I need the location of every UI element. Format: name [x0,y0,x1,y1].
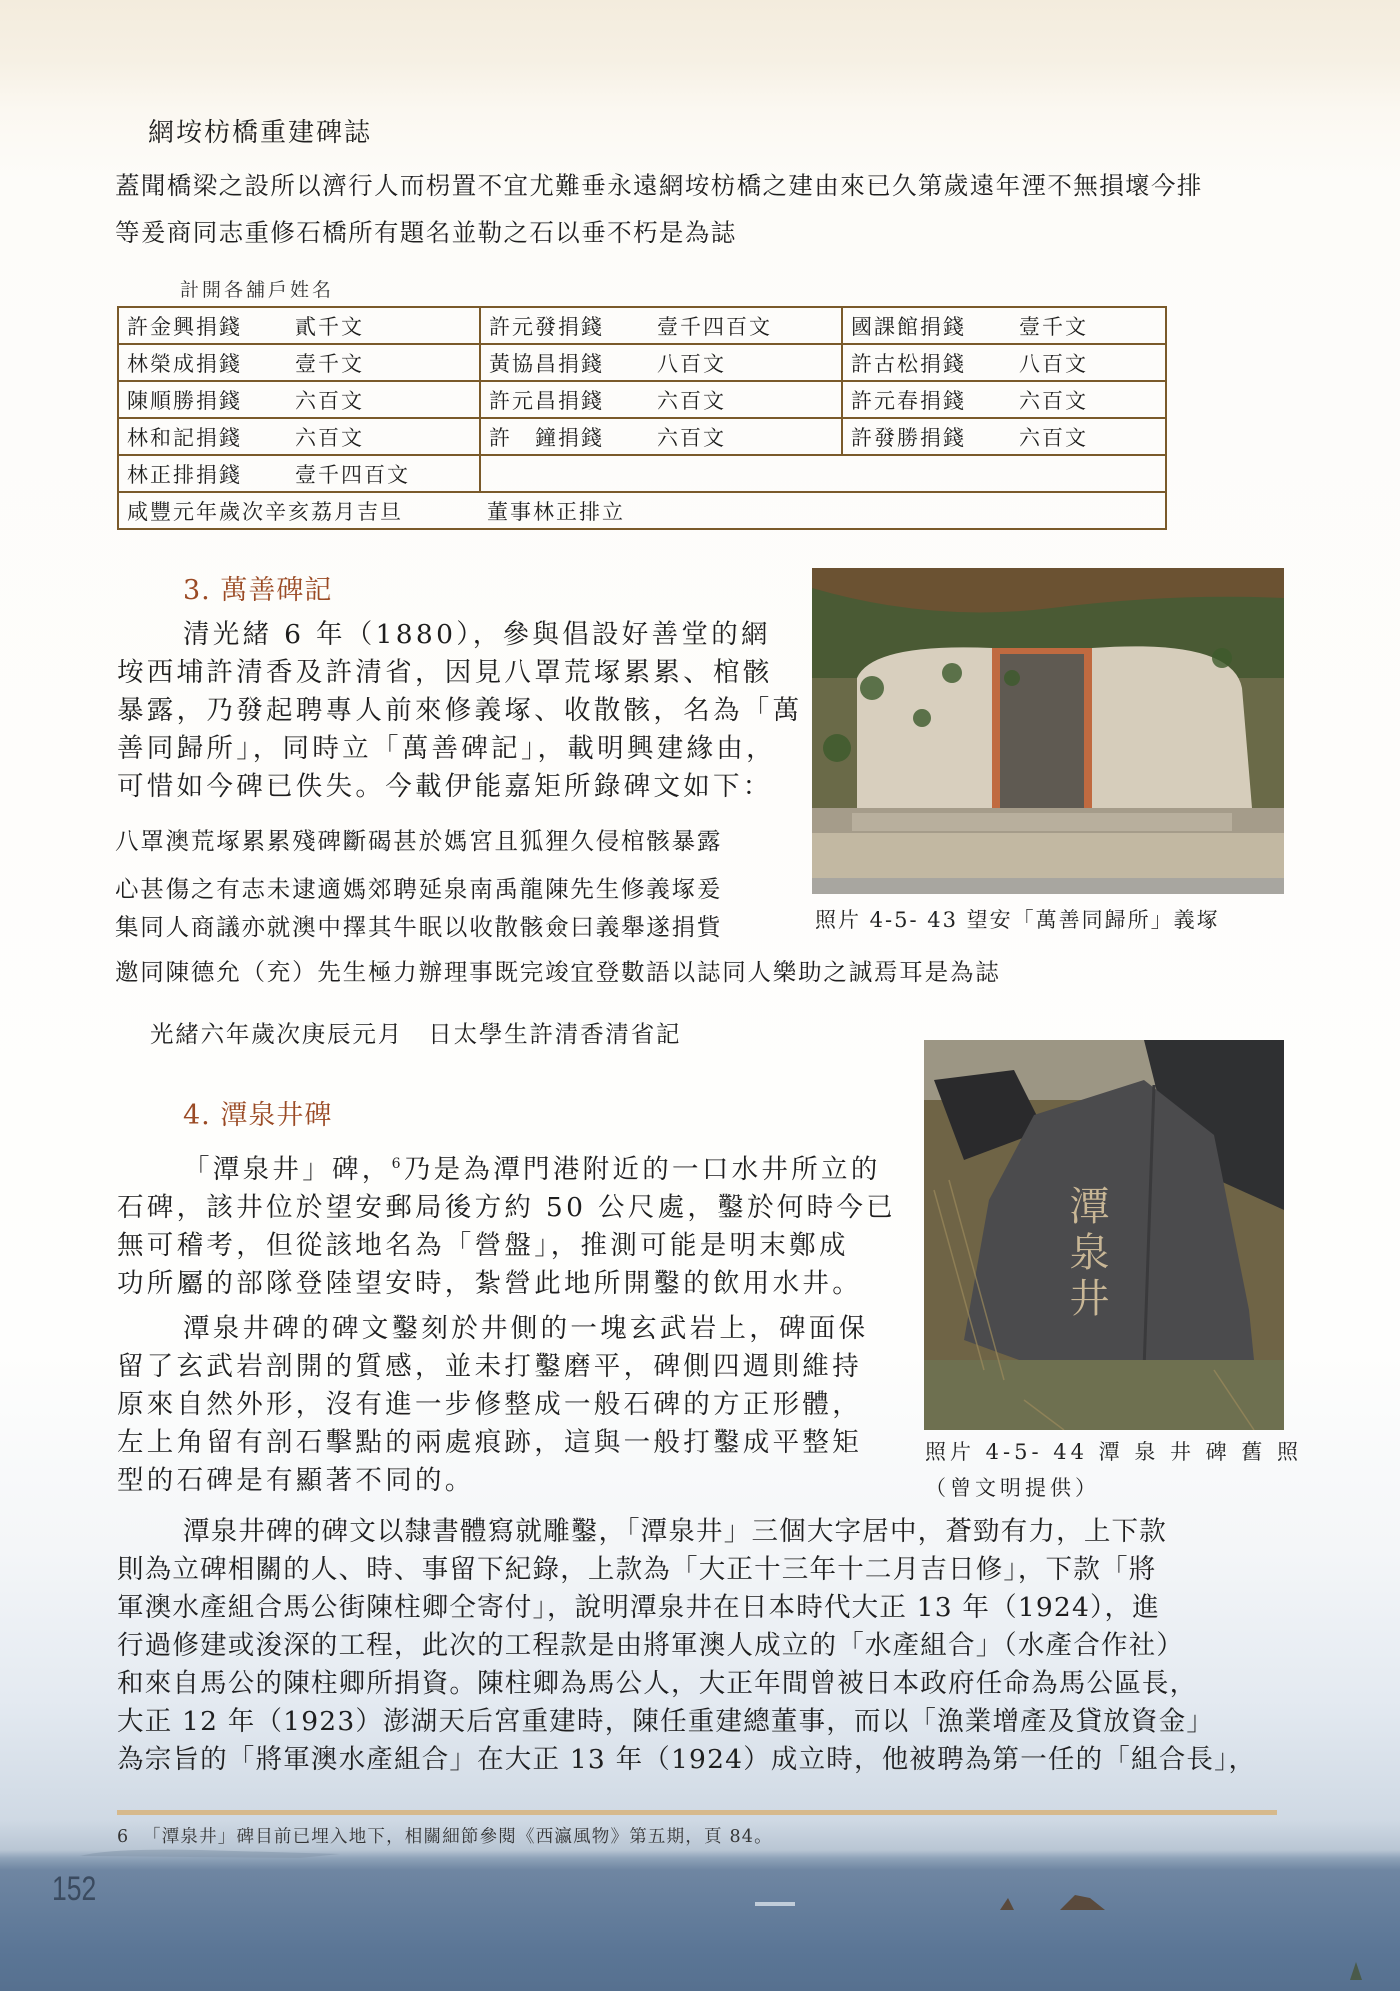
section3-paragraph [117,616,803,806]
donor-name: 陳順勝捐錢 [127,388,242,413]
paragraph-line: 石碑，該井位於望安郵局後方約 50 公尺處，鑿於何時今已 [117,1191,896,1223]
donor-amount: 八百文 [657,351,726,376]
stele-text-line: 邀同陳德允（充）先生極力辦理事既完竣宜登數語以誌同人樂助之誠焉耳是為誌 [115,958,1001,986]
donor-amount: 六百文 [1019,388,1088,413]
paragraph-line: 型的石碑是有顯著不同的。 [117,1465,475,1496]
photo-wanshan-tomb [812,568,1284,894]
section4-paragraph-1 [117,1145,897,1303]
donor-name: 國課館捐錢 [851,314,966,339]
donor-amount: 八百文 [1019,351,1088,376]
donor-list-caption: 計開各舖戶姓名 [180,279,335,301]
stele-text-line: 集同人商議亦就澳中擇其牛眠以收散骸僉曰義舉遂捐貲 [115,913,723,941]
footnote-reference[interactable]: 6 [391,1156,404,1172]
donor-amount: 六百文 [657,388,726,413]
donor-name: 許金興捐錢 [127,314,242,339]
table-cell-empty [480,455,1166,492]
table-cell [118,381,480,418]
footnote-text: 「潭泉井」碑目前已埋入地下，相關細節參閱《西瀛風物》第五期，頁 84。 [143,1827,773,1847]
table-row [118,381,1166,418]
donor-name: 許元昌捐錢 [489,388,604,413]
donor-name: 許 鐘捐錢 [489,425,604,450]
donor-name: 許元春捐錢 [851,388,966,413]
photo-caption: 照片 4-5- 43 望安「萬善同歸所」義塚 [815,908,1220,932]
section-heading: 4. 潭泉井碑 [183,1100,333,1131]
stele-text-line: 心甚傷之有志未逮適媽郊聘延泉南禹龍陳先生修義塚爰 [115,875,723,903]
photo-caption: 照片 4-5- 44 潭 泉 井 碑 舊 照 [925,1440,1303,1464]
stele-title: 網垵枋橋重建碑誌 [148,118,373,148]
photo-credit: （曾文明提供） [925,1476,1100,1500]
stele-signature: 董事林正排立 [487,499,625,524]
photo-tanquan-well-stele [924,1040,1284,1430]
stele-date: 咸豐元年歲次辛亥荔月吉旦 [127,499,403,524]
paragraph-line: 清光緒 6 年（1880），參與倡設好善堂的網 [183,619,771,650]
donor-amount: 壹千四百文 [295,462,410,487]
donor-amount: 貳千文 [295,314,364,339]
donor-name: 許古松捐錢 [851,351,966,376]
table-cell [842,307,1166,344]
paragraph-line: 行過修建或浚深的工程，此次的工程款是由將軍澳人成立的「水產組合」（水產合作社） [117,1630,1185,1661]
table-cell [480,344,842,381]
donor-amount: 壹千四百文 [657,314,772,339]
paragraph-line: 暴露，乃發起聘專人前來修義塚、收散骸，名為「萬 [117,695,803,726]
paragraph-line: 潭泉井碑的碑文以隸書體寫就雕鑿，「潭泉井」三個大字居中，蒼勁有力，上下款 [183,1516,1167,1547]
sea-background [0,1840,1400,1991]
table-cell [118,307,480,344]
table-cell [480,307,842,344]
donor-amount: 壹千文 [1019,314,1088,339]
donor-amount: 壹千文 [295,351,364,376]
paragraph-line: 無可稽考，但從該地名為「營盤」，推測可能是明末鄭成 [117,1229,849,1261]
donor-name: 許元發捐錢 [489,314,604,339]
stele-inscription: 潭泉井 [1063,1185,1109,1323]
paragraph-line: 和來自馬公的陳柱卿所捐資。陳柱卿為馬公人，大正年間曾被日本政府任命為馬公區長， [117,1668,1198,1699]
footnote-divider [117,1810,1277,1815]
paragraph-line: 功所屬的部隊登陸望安時，紮營此地所開鑿的飲用水井。 [117,1267,862,1299]
paragraph-line: 則為立碑相關的人、時、事留下紀錄，上款為「大正十三年十二月吉日修」，下款「將 [117,1554,1157,1585]
paragraph-line: 大正 12 年（1923）澎湖天后宮重建時，陳任重建總董事，而以「漁業增產及貸放資金」 [117,1706,1215,1737]
table-cell [842,418,1166,455]
donor-amount: 六百文 [657,425,726,450]
tomb-photo-image [812,568,1284,894]
table-row [118,455,1166,492]
table-row [118,492,1166,529]
paragraph-text: 乃是為潭門港附近的一口水井所立的 [403,1153,881,1185]
paragraph-line: 軍澳水產組合馬公街陳柱卿仝寄付」，說明潭泉井在日本時代大正 13 年（1924），進 [117,1592,1160,1623]
donor-name: 許發勝捐錢 [851,425,966,450]
well-stele-photo-image [924,1040,1284,1430]
stele-text-line: 等爰商同志重修石橋所有題名並勒之石以垂不朽是為誌 [115,218,737,247]
stele-signature: 光緒六年歲次庚辰元月 日太學生許清香清省記 [150,1020,682,1048]
table-row [118,307,1166,344]
paragraph-line: 垵西埔許清香及許清省，因見八罩荒塚累累、棺骸 [117,657,773,688]
stele-text-line: 蓋聞橋梁之設所以濟行人而枴置不宜尤難垂永遠網垵枋橋之建由來已久第歲遠年湮不無損壞今排 [115,171,1203,200]
donor-name: 林和記捐錢 [127,425,242,450]
table-cell [118,455,480,492]
table-cell [118,492,1166,529]
donor-name: 黃協昌捐錢 [489,351,604,376]
donor-name: 林正排捐錢 [127,462,242,487]
donor-table [117,306,1167,530]
paragraph-text: 「潭泉井」碑， [183,1153,392,1185]
section4-paragraph-3 [117,1513,1287,1779]
donor-amount: 六百文 [295,388,364,413]
paragraph-line: 左上角留有剖石擊點的兩處痕跡，這與一般打鑿成平整矩 [117,1427,862,1458]
donor-amount: 六百文 [1019,425,1088,450]
table-cell [118,344,480,381]
paragraph-line: 留了玄武岩剖開的質感，並未打鑿磨平，碑側四週則維持 [117,1351,862,1382]
section-heading: 3. 萬善碑記 [183,575,333,606]
footnote-number: 6 [117,1827,130,1847]
stele-text-line: 八罩澳荒塚累累殘碑斷碣甚於媽宮且狐狸久侵棺骸暴露 [115,827,723,855]
table-row [118,344,1166,381]
paragraph-line: 原來自然外形，沒有進一步修整成一般石碑的方正形體， [117,1389,862,1420]
table-cell [842,344,1166,381]
table-cell [118,418,480,455]
paragraph-line: 善同歸所」，同時立「萬善碑記」，載明興建緣由， [117,733,776,764]
table-row [118,418,1166,455]
paragraph-line: 潭泉井碑的碑文鑿刻於井側的一塊玄武岩上，碑面保 [183,1313,869,1344]
paragraph-line: 可惜如今碑已佚失。今載伊能嘉矩所錄碑文如下： [117,771,773,802]
page-number: 152 [52,1870,97,1908]
section4-paragraph-2 [117,1310,897,1500]
table-cell [480,381,842,418]
table-cell [480,418,842,455]
donor-amount: 六百文 [295,425,364,450]
paragraph-line [117,1145,897,1189]
donor-name: 林榮成捐錢 [127,351,242,376]
paragraph-line: 為宗旨的「將軍澳水產組合」在大正 13 年（1924）成立時，他被聘為第一任的「組合長」， [117,1744,1257,1775]
table-cell [842,381,1166,418]
